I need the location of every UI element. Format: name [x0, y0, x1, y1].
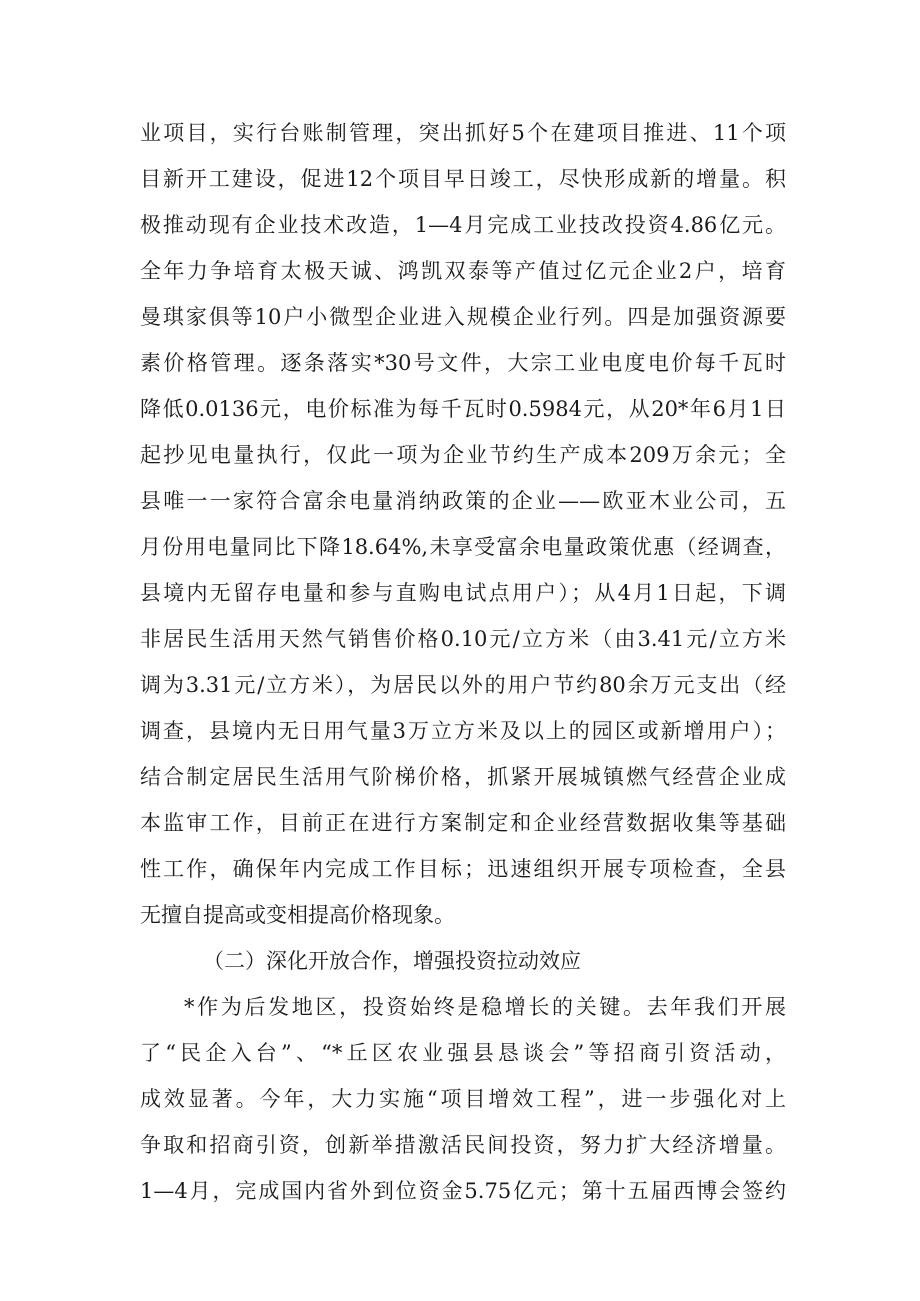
section-heading: （二）深化开放合作，增强投资拉动效应 — [203, 949, 581, 973]
paragraph-line: 调为3.31元/立方米），为居民以外的用户节约80余万元支出（经 — [140, 673, 786, 697]
paragraph-line: 降低0.0136元，电价标准为每千瓦时0.5984元，从20*年6月1日 — [140, 397, 786, 421]
paragraph-line: 本监审工作，目前正在进行方案制定和企业经营数据收集等基础 — [140, 811, 786, 835]
paragraph-line: 目新开工建设，促进12个项目早日竣工，尽快形成新的增量。积 — [140, 167, 786, 191]
paragraph-line: 无擅自提高或变相提高价格现象。 — [140, 903, 455, 927]
paragraph-line: 全年力争培育太极天诚、鸿凯双泰等产值过亿元企业2户，培育 — [140, 259, 786, 283]
paragraph-line: 起抄见电量执行，仅此一项为企业节约生产成本209万余元；全 — [140, 443, 786, 467]
paragraph-line: 曼琪家俱等10户小微型企业进入规模企业行列。四是加强资源要 — [140, 305, 786, 329]
paragraph-line: 素价格管理。逐条落实*30号文件，大宗工业电度电价每千瓦时 — [140, 351, 786, 375]
document-body — [140, 110, 786, 1214]
paragraph-line: 县唯一一家符合富余电量消纳政策的企业——欧亚木业公司，五 — [140, 489, 786, 513]
paragraph-line: *作为后发地区，投资始终是稳增长的关键。去年我们开展 — [184, 995, 786, 1019]
paragraph-line: 1—4月，完成国内省外到位资金5.75亿元；第十五届西博会签约 — [140, 1179, 786, 1203]
paragraph-line: 性工作，确保年内完成工作目标；迅速组织开展专项检查，全县 — [140, 857, 786, 881]
paragraph-line: 业项目，实行台账制管理，突出抓好5个在建项目推进、11个项 — [140, 121, 786, 145]
paragraph-line: 非居民生活用天然气销售价格0.10元/立方米（由3.41元/立方米 — [140, 627, 786, 651]
paragraph-line: 县境内无留存电量和参与直购电试点用户）；从4月1日起，下调 — [140, 581, 786, 605]
paragraph-line: 调查，县境内无日用气量3万立方米及以上的园区或新增用户）； — [140, 719, 786, 743]
paragraph-line: 争取和招商引资，创新举措激活民间投资，努力扩大经济增量。 — [140, 1133, 786, 1157]
paragraph-line: 成效显著。今年，大力实施“项目增效工程”，进一步强化对上 — [140, 1087, 786, 1111]
paragraph-line: 月份用电量同比下降18.64%,未享受富余电量政策优惠（经调查， — [140, 535, 786, 559]
paragraph-line: 了“民企入台”、“*丘区农业强县恳谈会”等招商引资活动， — [140, 1041, 786, 1065]
paragraph-line: 极推动现有企业技术改造，1—4月完成工业技改投资4.86亿元。 — [140, 213, 786, 237]
paragraph-line: 结合制定居民生活用气阶梯价格，抓紧开展城镇燃气经营企业成 — [140, 765, 786, 789]
